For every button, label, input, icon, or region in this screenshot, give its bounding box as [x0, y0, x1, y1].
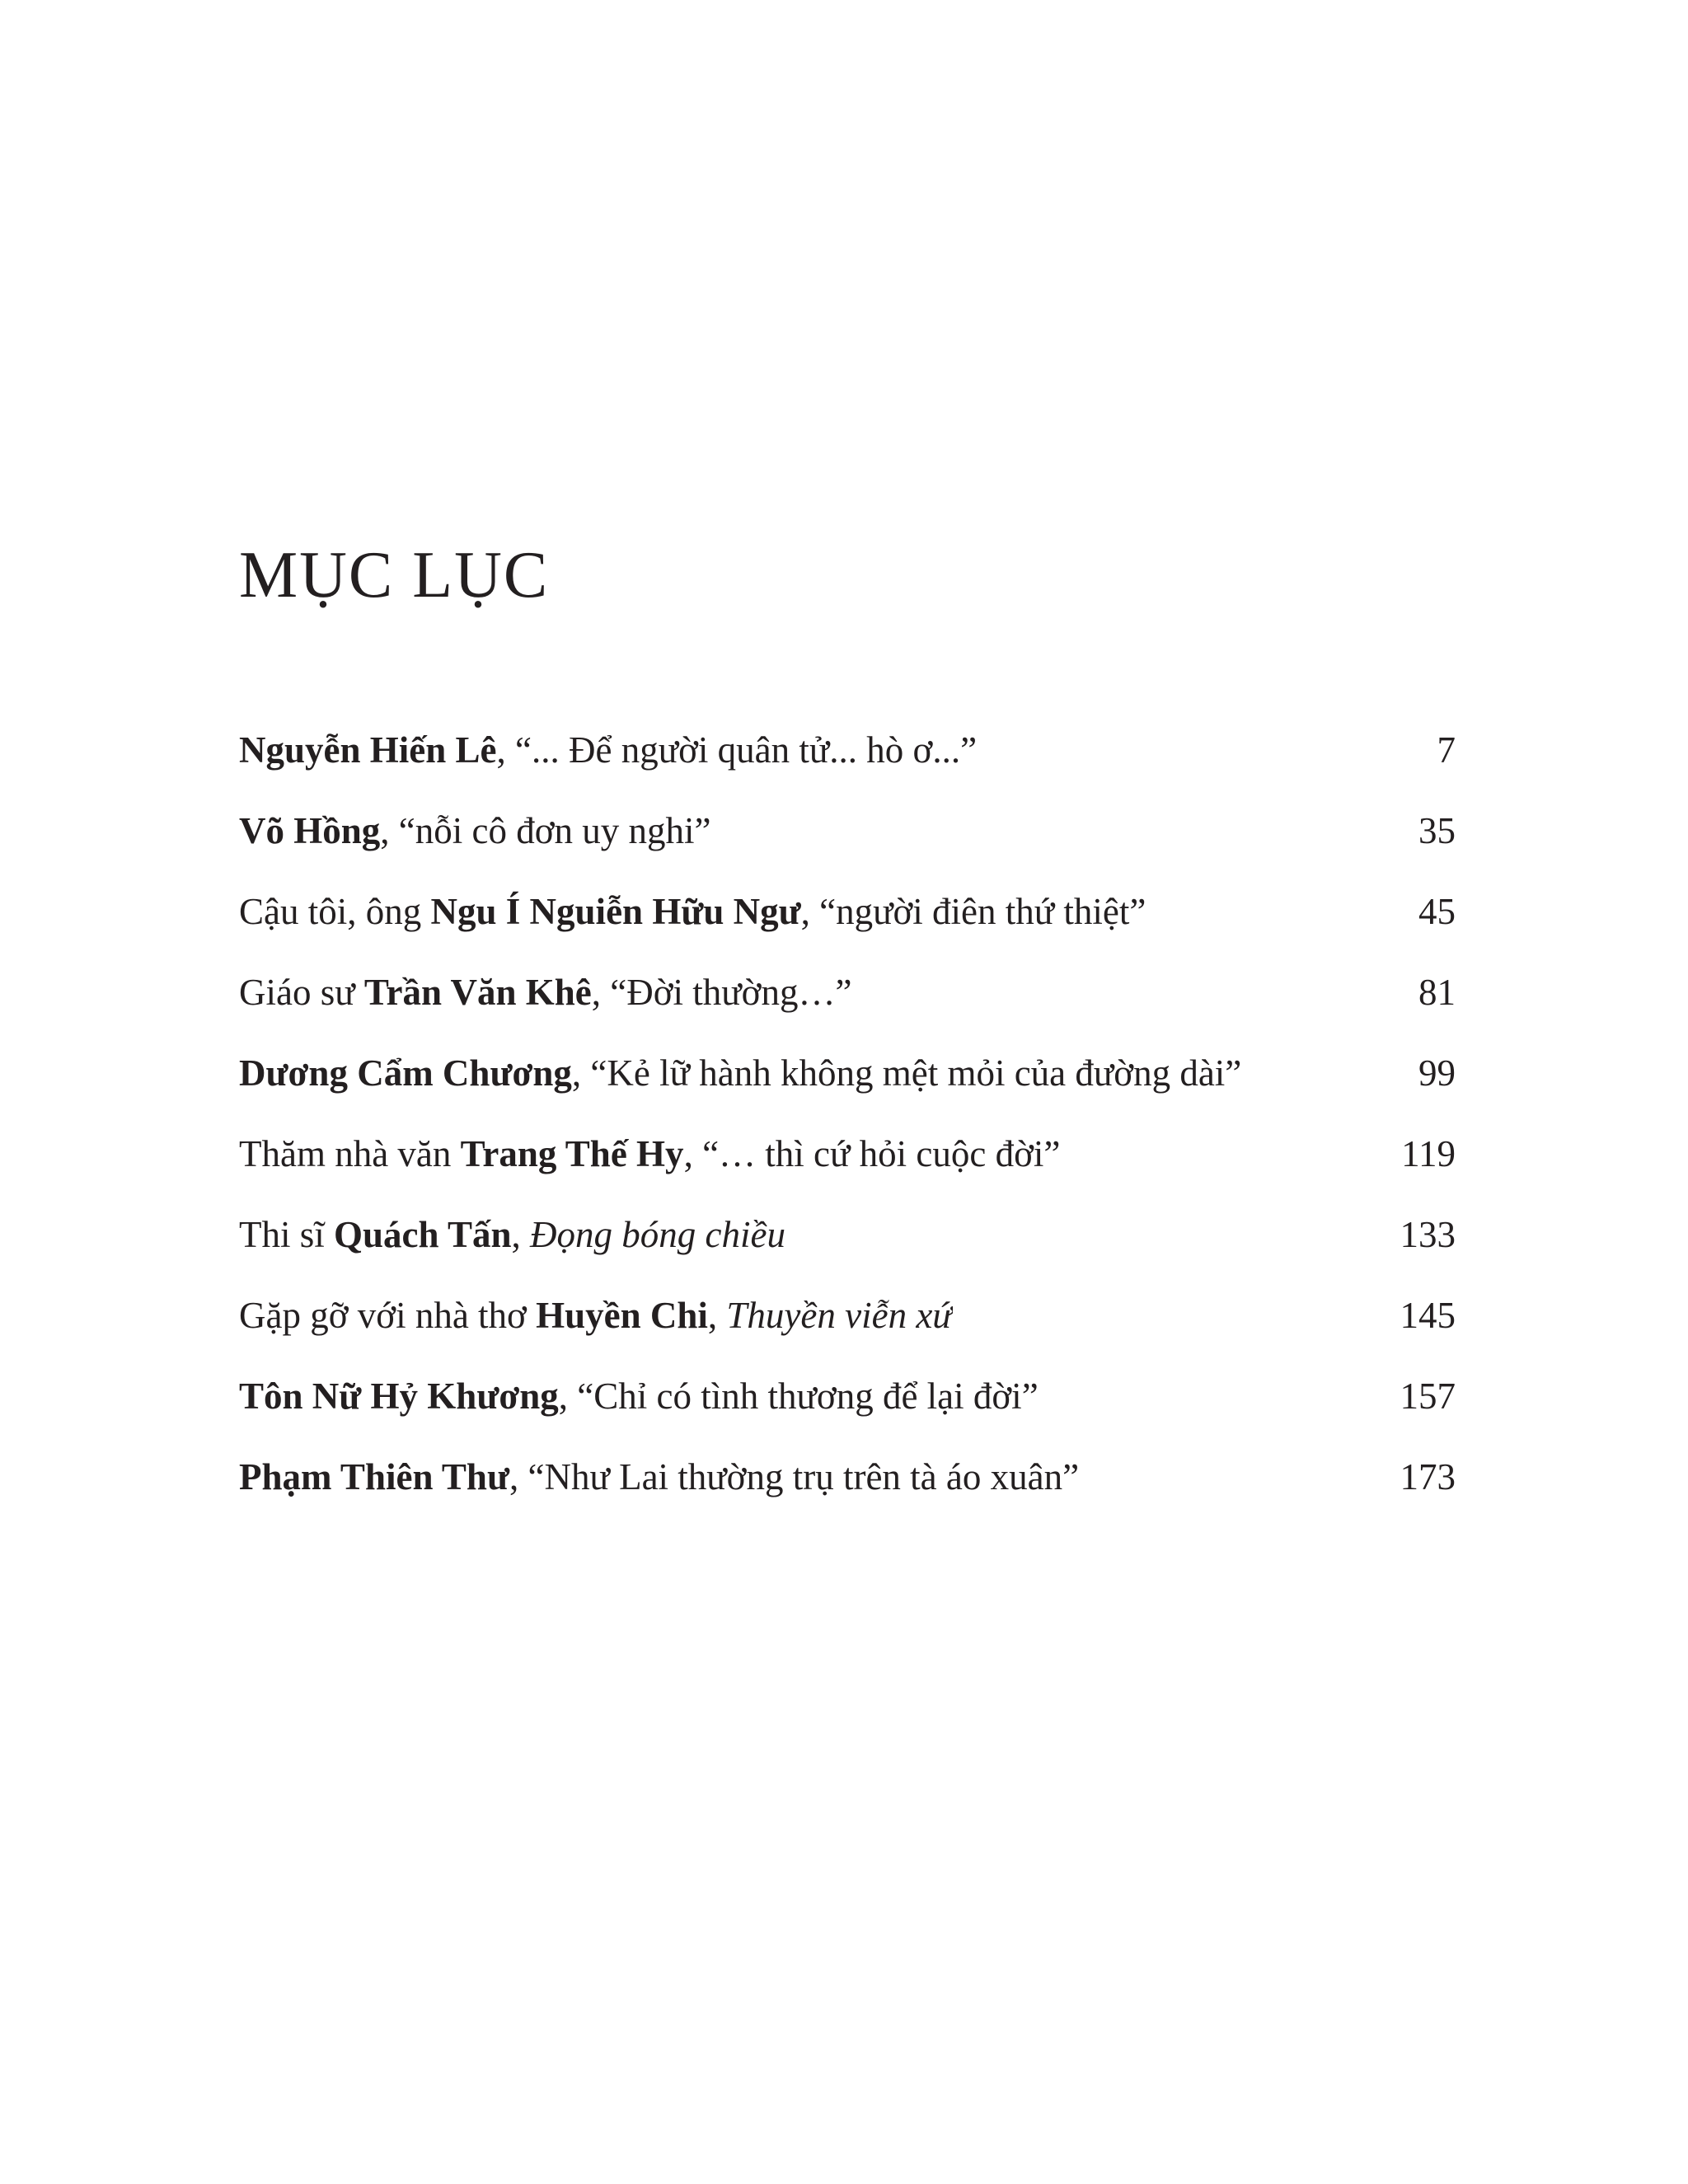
toc-entry[interactable]	[239, 1202, 1456, 1282]
toc-entry-text	[239, 1121, 1060, 1187]
toc-entry-prefix: Giáo sư	[239, 972, 364, 1013]
toc-entry-author: Phạm Thiên Thư	[239, 1456, 509, 1497]
toc-entry-page-number: 119	[1401, 1133, 1456, 1174]
toc-entry[interactable]	[239, 1040, 1456, 1121]
toc-entry-separator: ,	[509, 1456, 528, 1497]
toc-entry[interactable]	[239, 717, 1456, 798]
toc-entry-author: Huyền Chi	[536, 1295, 708, 1336]
toc-entry-text	[239, 879, 1146, 944]
toc-entry[interactable]	[239, 879, 1456, 959]
toc-entry-separator: ,	[496, 729, 516, 771]
toc-entry-author: Võ Hồng	[239, 810, 381, 851]
toc-entry[interactable]	[239, 1363, 1456, 1444]
toc-entry-work-title: “nỗi cô đơn uy nghi”	[398, 810, 711, 851]
toc-entry-page-number: 81	[1418, 972, 1456, 1013]
toc-entry-page-number: 133	[1400, 1214, 1456, 1255]
toc-entry-author: Dương Cẩm Chương	[239, 1052, 572, 1094]
toc-entry-separator: ,	[380, 810, 399, 851]
toc-entry-separator: ,	[683, 1133, 703, 1174]
toc-entry-page-number: 145	[1400, 1295, 1456, 1336]
toc-entry-separator: ,	[800, 891, 820, 932]
toc-entry-author: Trần Văn Khê	[363, 972, 592, 1013]
toc-entry[interactable]	[239, 1444, 1456, 1525]
toc-entry-text	[239, 1282, 953, 1348]
toc-entry-work-title: Thuyền viễn xứ	[726, 1295, 953, 1336]
toc-entry-text	[239, 1444, 1079, 1510]
toc-entry-page-number: 7	[1437, 729, 1456, 771]
toc-entry-text	[239, 798, 711, 864]
toc-entry-prefix: Cậu tôi, ông	[239, 891, 431, 932]
toc-entry-text	[239, 717, 977, 783]
toc-entry-work-title: Đọng bóng chiều	[530, 1214, 785, 1255]
toc-entry-text	[239, 1202, 785, 1268]
toc-entry-prefix: Gặp gỡ với nhà thơ	[239, 1295, 537, 1336]
toc-entry-separator: ,	[558, 1376, 578, 1417]
toc-entry-work-title: “... Để người quân tử... hò ơ...”	[515, 729, 978, 771]
toc-entry-text	[239, 959, 851, 1025]
toc-entry-prefix: Thăm nhà văn	[239, 1133, 461, 1174]
toc-entry-separator: ,	[707, 1295, 727, 1336]
toc-entry-author: Quách Tấn	[334, 1214, 512, 1255]
toc-entry-page-number: 157	[1400, 1376, 1456, 1417]
toc-entry-text	[239, 1040, 1241, 1106]
toc-entry-author: Tôn Nữ Hỷ Khương	[239, 1376, 559, 1417]
toc-entry-work-title: “Như Lai thường trụ trên tà áo xuân”	[528, 1456, 1080, 1497]
toc-entry-page-number: 99	[1418, 1052, 1456, 1094]
toc-entry-prefix: Thi sĩ	[239, 1214, 335, 1255]
toc-entry-page-number: 45	[1418, 891, 1456, 932]
toc-entry-separator: ,	[511, 1214, 531, 1255]
toc-entry[interactable]	[239, 1282, 1456, 1363]
toc-entry-work-title: “người điên thứ thiệt”	[819, 891, 1146, 932]
toc-entry-work-title: “… thì cứ hỏi cuộc đời”	[702, 1133, 1061, 1174]
table-of-contents	[239, 717, 1456, 1525]
toc-entry-author: Nguyễn Hiến Lê	[239, 729, 497, 771]
toc-entry-author: Trang Thế Hy	[460, 1133, 684, 1174]
toc-entry[interactable]	[239, 798, 1456, 879]
toc-entry-separator: ,	[591, 972, 611, 1013]
toc-entry-work-title: “Đời thường…”	[610, 972, 852, 1013]
toc-entry[interactable]	[239, 959, 1456, 1040]
page-title: MỤC LỤC	[239, 539, 550, 612]
toc-entry-page-number: 35	[1418, 810, 1456, 851]
toc-entry-separator: ,	[571, 1052, 591, 1094]
toc-entry-text	[239, 1363, 1039, 1429]
toc-entry-work-title: “Kẻ lữ hành không mệt mỏi của đường dài”	[590, 1052, 1242, 1094]
toc-entry-work-title: “Chỉ có tình thương để lại đời”	[577, 1376, 1039, 1417]
toc-entry[interactable]	[239, 1121, 1456, 1202]
toc-entry-author: Ngu Í Nguiễn Hữu Ngư	[430, 891, 801, 932]
toc-entry-page-number: 173	[1400, 1456, 1456, 1497]
